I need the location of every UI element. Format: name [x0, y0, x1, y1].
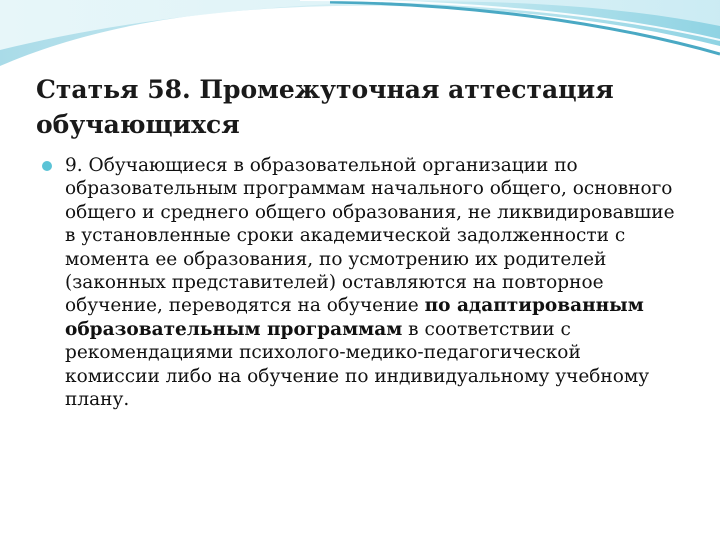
- header-wave-decoration: [0, 0, 720, 80]
- paragraph: [65, 154, 680, 411]
- bullet-icon: [42, 161, 52, 171]
- paragraph-text-start: 9. Обучающиеся в образовательной организации по образовательным программам начального общего, основного общего и среднего общего образования, не ликвидировавшие в установленные сроки академической задолженности с момента ее образования, по усмотрению их родителей (законных представителей) оставляются на повторное обучение, переводятся на обучение: [65, 155, 675, 317]
- bullet-item: [40, 154, 680, 411]
- paragraph-bold-text: по адаптированным образовательным программам: [65, 295, 644, 340]
- slide-body: [40, 154, 680, 411]
- paragraph-text-end: в соответствии с рекомендациями психолого-медико-педагогической комиссии либо на обучение по индивидуальному учебному плану.: [65, 318, 650, 411]
- slide-title: Статья 58. Промежуточная аттестация обучающихся: [36, 75, 614, 139]
